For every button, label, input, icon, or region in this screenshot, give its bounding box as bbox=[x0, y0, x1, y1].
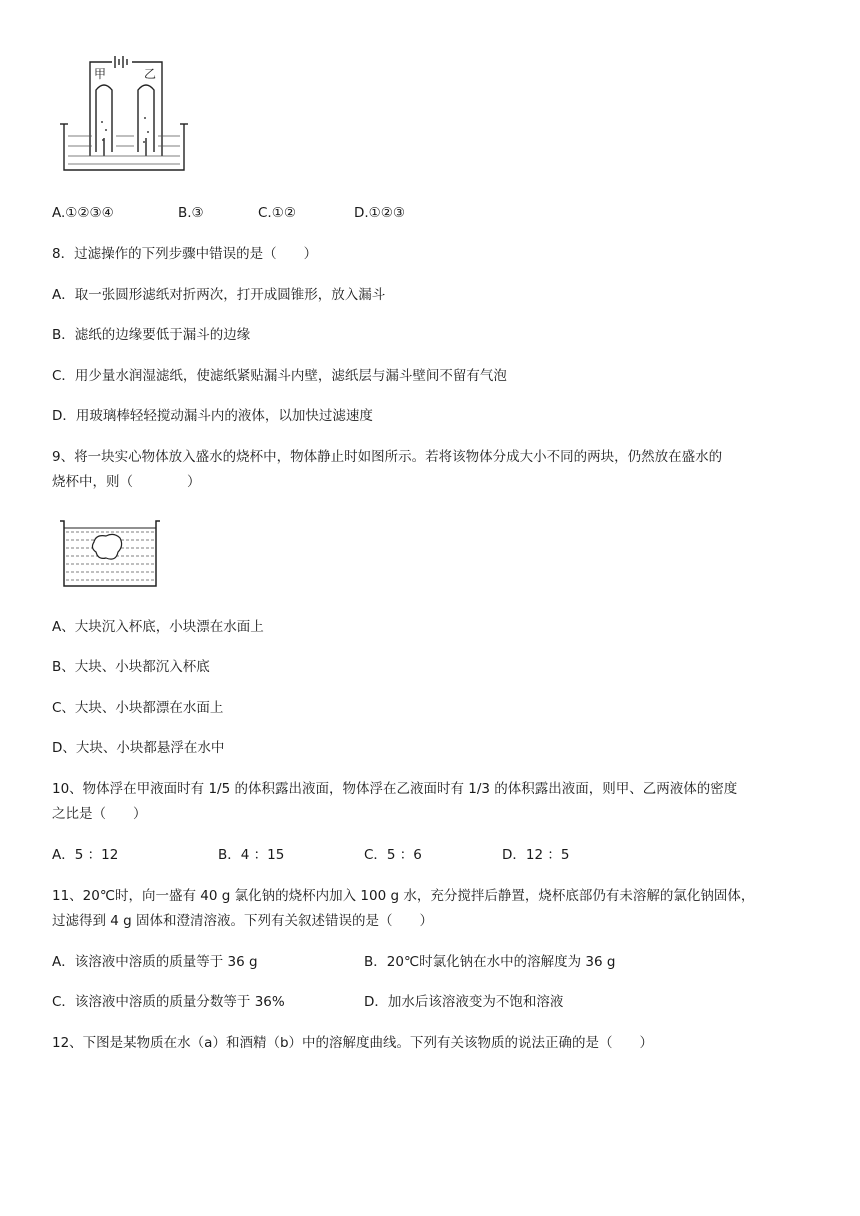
q9-option-b: B、大块、小块都沉入杯底 bbox=[52, 659, 210, 675]
beaker-with-object-figure bbox=[60, 518, 160, 590]
q11-stem-line2: 过滤得到 4 g 固体和澄清溶液。下列有关叙述错误的是（ ） bbox=[52, 913, 434, 929]
q12-stem: 12、下图是某物质在水（a）和酒精（b）中的溶解度曲线。下列有关该物质的说法正确的是（ ） bbox=[52, 1035, 654, 1051]
q7-option-d: D.①②③ bbox=[354, 205, 405, 221]
q10-stem-line2: 之比是（ ） bbox=[52, 806, 147, 822]
q11-option-c: C．该溶液中溶质的质量分数等于 36% bbox=[52, 994, 285, 1010]
q7-option-b: B.③ bbox=[178, 205, 204, 221]
q8-option-b: B．滤纸的边缘要低于漏斗的边缘 bbox=[52, 327, 251, 343]
q10-option-c: C．5 ：6 bbox=[364, 847, 422, 863]
q11-stem-line1: 11、20℃时，向一盛有 40 g 氯化钠的烧杯内加入 100 g 水，充分搅拌后静置，烧杯底部仍有未溶解的氯化钠固体， bbox=[52, 888, 755, 904]
q11-option-d: D．加水后该溶液变为不饱和溶液 bbox=[364, 994, 564, 1010]
q7-option-a: A.①②③④ bbox=[52, 205, 114, 221]
q11-option-b: B．20℃时氯化钠在水中的溶解度为 36 g bbox=[364, 954, 616, 970]
q10-option-d: D．12 ：5 bbox=[502, 847, 570, 863]
q8-option-d: D．用玻璃棒轻轻搅动漏斗内的液体，以加快过滤速度 bbox=[52, 408, 373, 424]
q10-option-b: B．4 ：15 bbox=[218, 847, 285, 863]
q10-stem-line1: 10、物体浮在甲液面时有 1/5 的体积露出液面，物体浮在乙液面时有 1/3 的体积露出液面，则甲、乙两液体的密度 bbox=[52, 781, 738, 797]
q9-option-d: D、大块、小块都悬浮在水中 bbox=[52, 740, 225, 756]
q10-option-a: A．5 ：12 bbox=[52, 847, 119, 863]
q9-stem-line2: 烧杯中，则（ ） bbox=[52, 474, 201, 490]
q9-option-a: A、大块沉入杯底，小块漂在水面上 bbox=[52, 619, 264, 635]
q9-option-c: C、大块、小块都漂在水面上 bbox=[52, 700, 224, 716]
q8-option-a: A．取一张圆形滤纸对折两次，打开成圆锥形，放入漏斗 bbox=[52, 287, 386, 303]
label-yi: 乙 bbox=[144, 67, 157, 81]
electrolysis-apparatus-figure bbox=[60, 52, 190, 172]
q8-stem: 8．过滤操作的下列步骤中错误的是（ ） bbox=[52, 246, 318, 262]
q8-option-c: C．用少量水润湿滤纸，使滤纸紧贴漏斗内壁，滤纸层与漏斗壁间不留有气泡 bbox=[52, 368, 507, 384]
q7-option-c: C.①② bbox=[258, 205, 296, 221]
label-jia: 甲 bbox=[94, 67, 107, 81]
q11-option-a: A．该溶液中溶质的质量等于 36 g bbox=[52, 954, 258, 970]
q9-stem-line1: 9、将一块实心物体放入盛水的烧杯中，物体静止时如图所示。若将该物体分成大小不同的两块，仍然放在盛水的 bbox=[52, 449, 723, 465]
